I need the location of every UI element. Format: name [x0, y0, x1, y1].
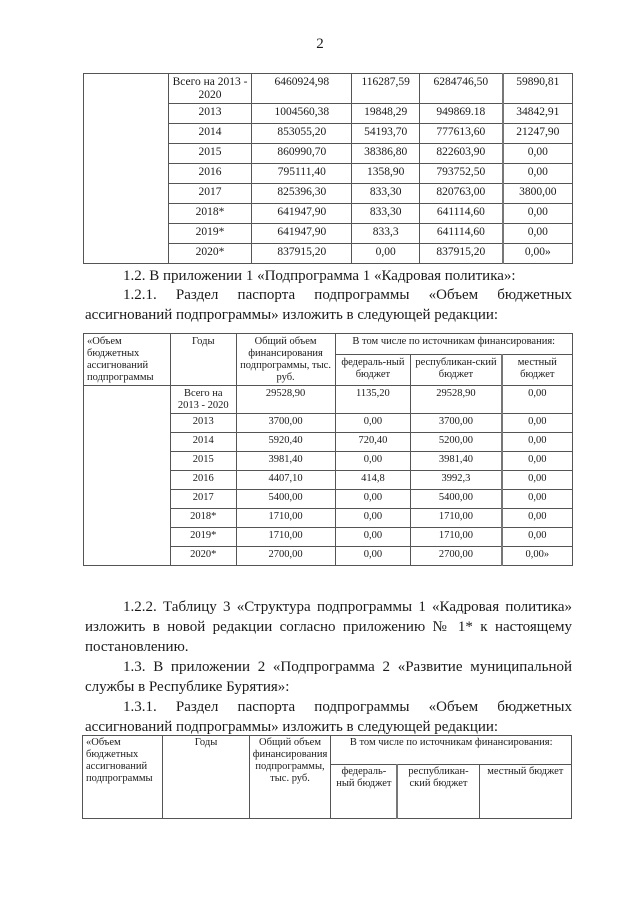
local-cell: 34842,91	[503, 104, 573, 124]
federal-cell: 833,3	[352, 224, 420, 244]
republic-cell: 837915,20	[420, 244, 503, 264]
year-cell: 2018*	[170, 509, 236, 528]
local-cell: 0,00	[502, 452, 573, 471]
header-total: Общий объем финансирования подпрограммы, тыс. руб.	[249, 736, 331, 819]
local-cell: 0,00»	[502, 547, 573, 566]
year-cell: 2019*	[168, 224, 252, 244]
federal-cell: 833,30	[352, 204, 420, 224]
label-cell-empty	[84, 386, 171, 566]
total-cell: 29528,90	[236, 386, 335, 414]
year-cell: 2013	[168, 104, 252, 124]
header-local: местный бюджет	[502, 355, 573, 386]
local-cell: 0,00	[503, 164, 573, 184]
republic-cell: 793752,50	[420, 164, 503, 184]
local-cell: 0,00	[502, 414, 573, 433]
republic-cell: 2700,00	[411, 547, 502, 566]
year-cell: 2020*	[170, 547, 236, 566]
total-cell: 641947,90	[252, 224, 352, 244]
header-label: «Объем бюджетных ассигнований подпрограммы	[83, 736, 163, 819]
total-cell: 2700,00	[236, 547, 335, 566]
year-cell: 2017	[170, 490, 236, 509]
republic-cell: 3992,3	[411, 471, 502, 490]
federal-cell: 116287,59	[352, 74, 420, 104]
local-cell: 0,00	[502, 528, 573, 547]
paragraph-1-3-1: 1.3.1. Раздел паспорта подпрограммы «Объем бюджетных ассигнований подпрограммы» изложить в следующей редакции:	[85, 699, 572, 735]
year-cell: 2014	[168, 124, 252, 144]
republic-cell: 6284746,50	[420, 74, 503, 104]
total-cell: 860990,70	[252, 144, 352, 164]
header-sources: В том числе по источникам финансирования:	[331, 736, 572, 765]
federal-cell: 0,00	[335, 452, 411, 471]
local-cell: 21247,90	[503, 124, 573, 144]
total-cell: 1710,00	[236, 528, 335, 547]
total-cell: 3700,00	[236, 414, 335, 433]
republic-cell: 1710,00	[411, 509, 502, 528]
federal-cell: 0,00	[335, 547, 411, 566]
total-cell: 641947,90	[252, 204, 352, 224]
republic-cell: 641114,60	[420, 224, 503, 244]
local-cell: 0,00	[503, 224, 573, 244]
federal-cell: 0,00	[335, 509, 411, 528]
subprogram-1-budget-table	[83, 333, 573, 566]
table-row	[84, 386, 573, 414]
paragraph-1-2-2: 1.2.2. Таблицу 3 «Структура подпрограммы 1 «Кадровая политика» изложить в новой редакции согласно приложению № 1* к настоящему постановлению.	[85, 599, 572, 655]
year-cell: 2016	[170, 471, 236, 490]
republic-cell: 777613,60	[420, 124, 503, 144]
republic-cell: 5200,00	[411, 433, 502, 452]
header-federal: федераль-ный бюджет	[335, 355, 411, 386]
total-cell: 5400,00	[236, 490, 335, 509]
header-local: местный бюджет	[479, 765, 571, 819]
federal-cell: 0,00	[335, 528, 411, 547]
republic-cell: 1710,00	[411, 528, 502, 547]
budget-table-continuation	[83, 73, 573, 264]
total-cell: 853055,20	[252, 124, 352, 144]
total-cell: 795111,40	[252, 164, 352, 184]
header-republic: республикан-ский бюджет	[397, 765, 479, 819]
header-years: Годы	[163, 736, 249, 819]
total-cell: 4407,10	[236, 471, 335, 490]
local-cell: 0,00»	[503, 244, 573, 264]
paragraph-1-2-1: 1.2.1. Раздел паспорта подпрограммы «Объем бюджетных ассигнований подпрограммы» изложить в следующей редакции:	[85, 287, 572, 323]
republic-cell: 29528,90	[411, 386, 502, 414]
header-label: «Объем бюджетных ассигнований подпрограммы	[84, 334, 171, 386]
year-cell: 2013	[170, 414, 236, 433]
year-cell: 2019*	[170, 528, 236, 547]
year-cell: Всего на 2013 - 2020	[168, 74, 252, 104]
local-cell: 3800,00	[503, 184, 573, 204]
federal-cell: 54193,70	[352, 124, 420, 144]
year-cell: 2015	[168, 144, 252, 164]
year-cell: 2015	[170, 452, 236, 471]
republic-cell: 3700,00	[411, 414, 502, 433]
total-cell: 1710,00	[236, 509, 335, 528]
federal-cell: 833,30	[352, 184, 420, 204]
year-cell: 2018*	[168, 204, 252, 224]
total-cell: 3981,40	[236, 452, 335, 471]
republic-cell: 820763,00	[420, 184, 503, 204]
header-federal: федераль-ный бюджет	[331, 765, 398, 819]
federal-cell: 38386,80	[352, 144, 420, 164]
total-cell: 825396,30	[252, 184, 352, 204]
local-cell: 59890,81	[503, 74, 573, 104]
label-cell-empty	[84, 74, 169, 264]
federal-cell: 414,8	[335, 471, 411, 490]
local-cell: 0,00	[502, 471, 573, 490]
year-cell: 2016	[168, 164, 252, 184]
year-cell: 2020*	[168, 244, 252, 264]
republic-cell: 641114,60	[420, 204, 503, 224]
local-cell: 0,00	[502, 433, 573, 452]
local-cell: 0,00	[502, 509, 573, 528]
subprogram-2-budget-table	[82, 735, 572, 819]
republic-cell: 949869.18	[420, 104, 503, 124]
header-sources: В том числе по источникам финансирования:	[335, 334, 573, 355]
republic-cell: 3981,40	[411, 452, 502, 471]
header-republic: республикан-ский бюджет	[411, 355, 502, 386]
federal-cell: 1135,20	[335, 386, 411, 414]
year-cell: Всего на 2013 - 2020	[170, 386, 236, 414]
paragraph-1-2: 1.2. В приложении 1 «Подпрограмма 1 «Кадровая политика»:	[123, 268, 516, 284]
federal-cell: 720,40	[335, 433, 411, 452]
federal-cell: 0,00	[352, 244, 420, 264]
year-cell: 2014	[170, 433, 236, 452]
table-row	[84, 74, 573, 104]
local-cell: 0,00	[503, 204, 573, 224]
republic-cell: 822603,90	[420, 144, 503, 164]
year-cell: 2017	[168, 184, 252, 204]
local-cell: 0,00	[502, 386, 573, 414]
total-cell: 837915,20	[252, 244, 352, 264]
federal-cell: 1358,90	[352, 164, 420, 184]
federal-cell: 0,00	[335, 490, 411, 509]
federal-cell: 19848,29	[352, 104, 420, 124]
paragraph-1-3: 1.3. В приложении 2 «Подпрограмма 2 «Развитие муниципальной службы в Республике Бурятия»:	[85, 659, 572, 695]
header-years: Годы	[170, 334, 236, 386]
page-number: 2	[316, 36, 324, 52]
total-cell: 5920,40	[236, 433, 335, 452]
federal-cell: 0,00	[335, 414, 411, 433]
header-total: Общий объем финансирования подпрограммы, тыс. руб.	[236, 334, 335, 386]
total-cell: 1004560,38	[252, 104, 352, 124]
total-cell: 6460924,98	[252, 74, 352, 104]
local-cell: 0,00	[502, 490, 573, 509]
local-cell: 0,00	[503, 144, 573, 164]
republic-cell: 5400,00	[411, 490, 502, 509]
